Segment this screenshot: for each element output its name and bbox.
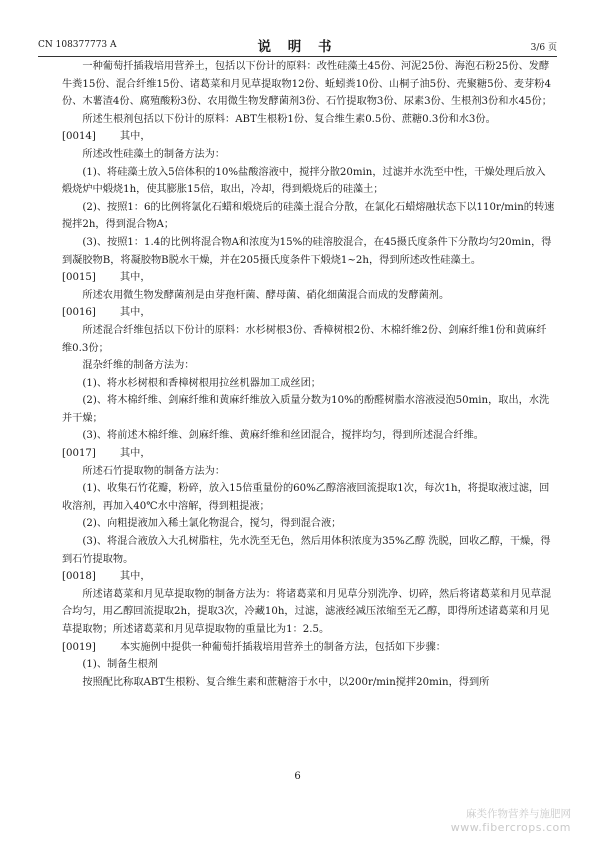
page-indicator: 3/6 页 [530,43,557,53]
paragraph-number: [0015] [62,272,96,284]
body-paragraph: (3)、将前述木棉纤维、剑麻纤维、黄麻纤维和丝团混合，搅拌均匀，得到所述混合纤维。 [82,430,484,442]
body-paragraph: 所述混合纤维包括以下份计的原料：水杉树根3份、香樟树根2份、木棉纤维2份、剑麻纤维1份和黄麻纤维0.3份； [62,324,547,354]
body-paragraph: 所述生根剂包括以下份计的原料：ABT生根粉1份、复合维生素0.5份、蔗糖0.3份和水3份。 [82,113,496,125]
body-paragraph: (2)、将木棉纤维、剑麻纤维和黄麻纤维放入质量分数为10%的酚醛树脂水溶液浸泡50min，取出，水洗并干燥； [62,395,550,424]
header-rule [38,56,557,57]
body-paragraph: 混杂纤维的制备方法为： [82,360,195,372]
paragraph-number: [0014] [62,131,96,143]
body-paragraph: (2)、按照1：6的比例将氯化石蜡和煅烧后的硅藻土混合分散，在氯化石蜡熔融状态下以110r/min的转速搅拌2h，得到混合物A； [62,201,555,231]
body-paragraph: (1)、收集石竹花瓣，粉碎，放入15倍重量份的60%乙醇溶液回流提取1次，每次1h，将提取液过滤，回收溶剂，再加入40℃水中溶解，得到粗提液； [62,483,550,512]
paragraph-number: [0017] [62,448,96,460]
body-paragraph: (3)、将混合液放入大孔树脂柱，先水洗至无色，然后用体积浓度为35%乙醇 洗脱，回收乙醇，干燥，得到石竹提取物。 [62,536,551,565]
numbered-paragraph [62,269,555,287]
site-watermark [371,808,571,834]
paragraph-text: 其中， [120,272,151,284]
body-paragraph: 所述农用微生物发酵菌剂是由芽孢杆菌、酵母菌、硝化细菌混合而成的发酵菌剂。 [82,289,450,301]
numbered-paragraph [62,568,555,586]
numbered-paragraph [62,128,555,146]
paragraph-number: [0019] [62,641,96,653]
body-paragraph: (2)、向粗提液加入稀土氯化物混合，搅匀，得到混合液； [82,518,342,530]
paragraph-text: 其中， [120,571,151,583]
document-title: 说 明 书 [257,39,338,55]
numbered-paragraph [62,304,555,322]
page-number: 6 [294,771,301,782]
paragraph-text: 其中， [120,307,151,319]
page-header [38,34,557,54]
body-paragraph: (3)、按照1：1.4的比例将混合物A和浓度为15%的硅溶胶混合，在45摄氏度条件下分散均匀20min，得到凝胶物B，将凝胶物B脱水干燥，并在205摄氏度条件下煅烧1~2h，得到所述改性硅藻土。 [62,236,552,266]
body-paragraph: 所述改性硅藻土的制备方法为： [82,148,226,160]
body-paragraph: 按照配比称取ABT生根粉、复合维生素和蔗糖溶于水中，以200r/min搅拌20min，得到所 [82,676,490,688]
watermark-site-name: 麻类作物营养与施肥网 [466,808,571,820]
numbered-paragraph [62,445,555,463]
paragraph-text: 其中， [120,131,151,143]
body-paragraph: (1)、制备生根剂 [82,659,158,671]
body-paragraph: (1)、将硅藻土放入5倍体积的10%盐酸溶液中，搅拌分散20min，过滤并水洗至中性，干燥处理后放入煅烧炉中煅烧1h，使其膨胀15倍，取出，冷却，得到煅烧后的硅藻土； [62,166,546,196]
paragraph-number: [0016] [62,307,96,319]
paragraph-text: 本实施例中提供一种葡萄扦插栽培用营养土的制备方法，包括如下步骤： [120,641,446,653]
body-paragraph: 所述石竹提取物的制备方法为： [82,465,226,477]
paragraph-text: 其中， [120,448,151,460]
paragraph-number: [0018] [62,571,96,583]
body-paragraph: 所述诸葛菜和月见草提取物的制备方法为：将诸葛菜和月见草分别洗净、切碎，然后将诸葛菜和月见草混合均匀，用乙醇回流提取2h，提取3次，冷藏10h，过滤，滤液经减压浓缩至无乙醇，即得所述诸葛菜和月见草提取物；所述诸葛菜和月见草提取物的重量比为1：2.5。 [62,588,552,635]
body-paragraph: (1)、将水杉树根和香樟树根用拉丝机器加工成丝团； [82,377,321,389]
document-body [62,58,555,691]
document-number: CN 108377773 A [38,40,117,50]
numbered-paragraph [62,639,555,657]
body-paragraph: 一种葡萄扦插栽培用营养土，包括以下份计的原料：改性硅藻土45份、河泥25份、海泡石粉25份、发酵牛粪15份、混合纤维15份、诸葛菜和月见草提取物12份、蚯蚓粪10份、山桐子油5份、壳聚糖5份、麦芽粉4份、木薯渣4份、腐殖酸粉3份、农用微生物发酵菌剂3份、石竹提取物3份、尿素3份、生根剂3份和水45份； [62,61,552,108]
watermark-url: www.fibercrops.com [450,821,571,834]
